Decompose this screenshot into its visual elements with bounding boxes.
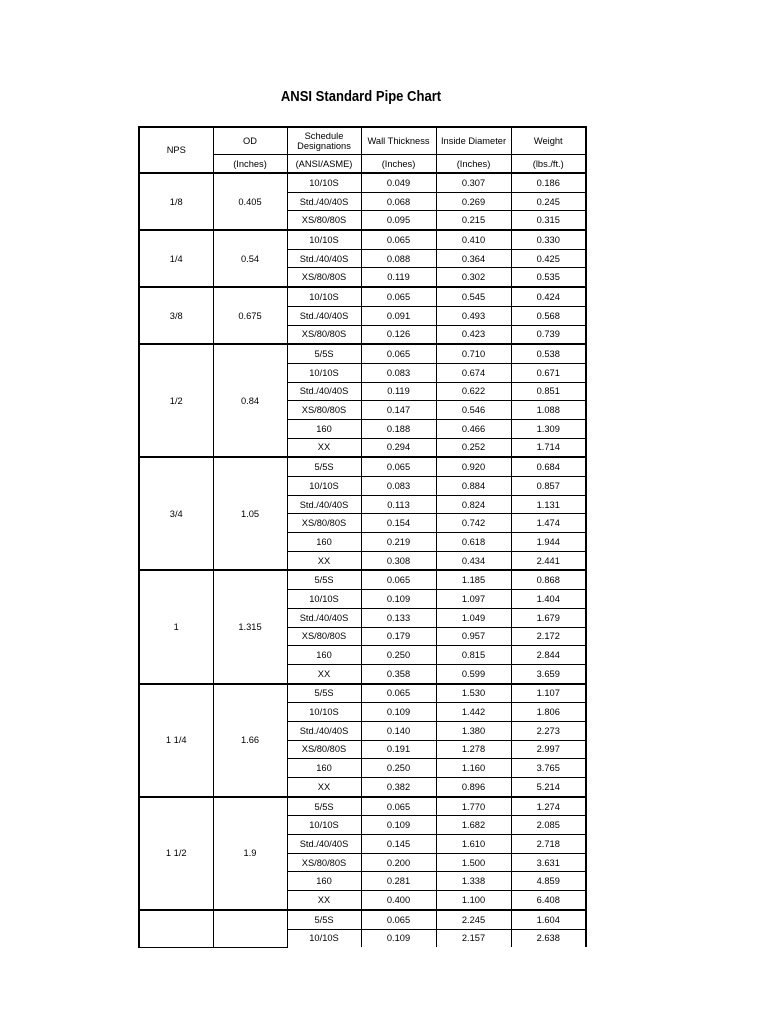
schedule-cell: 10/10S: [287, 816, 361, 835]
inside-diameter-cell: 0.545: [436, 287, 511, 306]
weight-cell: 1.274: [511, 797, 586, 816]
wall-thickness-header: Wall Thickness: [361, 127, 436, 155]
table-row: [139, 570, 586, 589]
schedule-cell: Std./40/40S: [287, 721, 361, 740]
nps-header: NPS: [139, 127, 213, 173]
wall-thickness-cell: 0.358: [361, 664, 436, 683]
schedule-header: Schedule Designations: [287, 127, 361, 155]
table-row: [139, 173, 586, 192]
weight-cell: 1.714: [511, 438, 586, 457]
schedule-cell: XS/80/80S: [287, 740, 361, 759]
weight-cell: 0.857: [511, 477, 586, 496]
weight-cell: 0.868: [511, 570, 586, 589]
schedule-cell: XS/80/80S: [287, 325, 361, 344]
wall-thickness-cell: 0.382: [361, 778, 436, 797]
inside-diameter-unit: (Inches): [436, 155, 511, 174]
inside-diameter-cell: 0.618: [436, 533, 511, 552]
od-cell: 1.05: [213, 457, 287, 570]
inside-diameter-cell: 0.599: [436, 664, 511, 683]
schedule-cell: Std./40/40S: [287, 835, 361, 854]
pipe-chart-table: [138, 126, 587, 948]
weight-cell: 1.944: [511, 533, 586, 552]
inside-diameter-cell: 1.682: [436, 816, 511, 835]
wall-thickness-cell: 0.065: [361, 570, 436, 589]
weight-cell: 2.441: [511, 551, 586, 570]
weight-cell: 0.568: [511, 306, 586, 325]
od-header: OD: [213, 127, 287, 155]
inside-diameter-cell: 0.896: [436, 778, 511, 797]
schedule-cell: 10/10S: [287, 929, 361, 947]
inside-diameter-cell: 1.278: [436, 740, 511, 759]
schedule-cell: 5/5S: [287, 910, 361, 929]
wall-thickness-cell: 0.113: [361, 495, 436, 514]
schedule-cell: Std./40/40S: [287, 249, 361, 268]
wall-thickness-cell: 0.119: [361, 268, 436, 287]
inside-diameter-cell: 0.824: [436, 495, 511, 514]
schedule-cell: XX: [287, 891, 361, 910]
wall-thickness-cell: 0.065: [361, 230, 436, 249]
wall-thickness-cell: 0.140: [361, 721, 436, 740]
inside-diameter-cell: 1.500: [436, 853, 511, 872]
weight-cell: 2.172: [511, 627, 586, 646]
inside-diameter-cell: 0.957: [436, 627, 511, 646]
schedule-cell: XS/80/80S: [287, 268, 361, 287]
weight-cell: 4.859: [511, 872, 586, 891]
weight-cell: 0.684: [511, 457, 586, 476]
schedule-cell: 5/5S: [287, 344, 361, 363]
weight-cell: 0.535: [511, 268, 586, 287]
wall-thickness-cell: 0.065: [361, 910, 436, 929]
pipe-table-body: [139, 173, 586, 947]
od-cell: 0.675: [213, 287, 287, 344]
schedule-cell: 10/10S: [287, 287, 361, 306]
inside-diameter-cell: 0.546: [436, 401, 511, 420]
schedule-cell: 160: [287, 872, 361, 891]
wall-thickness-cell: 0.083: [361, 363, 436, 382]
nps-cell: 3/4: [139, 457, 213, 570]
inside-diameter-cell: 0.920: [436, 457, 511, 476]
weight-cell: 2.997: [511, 740, 586, 759]
wall-thickness-cell: 0.088: [361, 249, 436, 268]
wall-thickness-cell: 0.095: [361, 211, 436, 230]
wall-thickness-cell: 0.065: [361, 287, 436, 306]
weight-cell: 0.671: [511, 363, 586, 382]
wall-thickness-cell: 0.119: [361, 382, 436, 401]
schedule-cell: Std./40/40S: [287, 306, 361, 325]
wall-thickness-cell: 0.281: [361, 872, 436, 891]
weight-cell: 1.088: [511, 401, 586, 420]
weight-cell: 0.315: [511, 211, 586, 230]
nps-cell: 1 1/2: [139, 797, 213, 910]
schedule-cell: Std./40/40S: [287, 495, 361, 514]
inside-diameter-cell: 0.884: [436, 477, 511, 496]
inside-diameter-cell: 2.157: [436, 929, 511, 947]
inside-diameter-cell: 0.302: [436, 268, 511, 287]
weight-cell: 5.214: [511, 778, 586, 797]
schedule-cell: XX: [287, 778, 361, 797]
schedule-cell: XX: [287, 438, 361, 457]
wall-thickness-cell: 0.068: [361, 192, 436, 211]
wall-thickness-cell: 0.091: [361, 306, 436, 325]
schedule-cell: Std./40/40S: [287, 192, 361, 211]
wall-thickness-cell: 0.126: [361, 325, 436, 344]
wall-thickness-unit: (Inches): [361, 155, 436, 174]
wall-thickness-cell: 0.219: [361, 533, 436, 552]
table-row: [139, 684, 586, 703]
inside-diameter-cell: 2.245: [436, 910, 511, 929]
wall-thickness-cell: 0.065: [361, 797, 436, 816]
inside-diameter-cell: 0.252: [436, 438, 511, 457]
weight-cell: 2.085: [511, 816, 586, 835]
schedule-cell: 5/5S: [287, 457, 361, 476]
od-cell: 0.405: [213, 173, 287, 230]
wall-thickness-cell: 0.065: [361, 684, 436, 703]
schedule-cell: XS/80/80S: [287, 853, 361, 872]
schedule-cell: 160: [287, 419, 361, 438]
schedule-cell: 5/5S: [287, 797, 361, 816]
nps-cell: 1 1/4: [139, 684, 213, 797]
od-cell: [213, 910, 287, 947]
weight-cell: 1.679: [511, 608, 586, 627]
wall-thickness-cell: 0.109: [361, 816, 436, 835]
schedule-cell: 10/10S: [287, 477, 361, 496]
nps-cell: 1/8: [139, 173, 213, 230]
od-unit: (Inches): [213, 155, 287, 174]
header-row: [139, 127, 586, 155]
weight-cell: 0.186: [511, 173, 586, 192]
table-row: [139, 910, 586, 929]
inside-diameter-cell: 0.434: [436, 551, 511, 570]
inside-diameter-cell: 1.100: [436, 891, 511, 910]
weight-cell: 1.309: [511, 419, 586, 438]
table-row: [139, 344, 586, 363]
weight-cell: 1.404: [511, 590, 586, 609]
weight-cell: 0.739: [511, 325, 586, 344]
od-cell: 0.54: [213, 230, 287, 287]
inside-diameter-cell: 0.622: [436, 382, 511, 401]
wall-thickness-cell: 0.109: [361, 703, 436, 722]
inside-diameter-cell: 1.097: [436, 590, 511, 609]
wall-thickness-cell: 0.109: [361, 590, 436, 609]
inside-diameter-cell: 1.610: [436, 835, 511, 854]
od-cell: 1.9: [213, 797, 287, 910]
schedule-cell: XS/80/80S: [287, 627, 361, 646]
od-cell: 1.66: [213, 684, 287, 797]
schedule-cell: 160: [287, 646, 361, 665]
weight-cell: 0.425: [511, 249, 586, 268]
weight-unit: (lbs./ft.): [511, 155, 586, 174]
weight-cell: 0.538: [511, 344, 586, 363]
inside-diameter-cell: 0.815: [436, 646, 511, 665]
schedule-cell: XX: [287, 551, 361, 570]
schedule-cell: XS/80/80S: [287, 401, 361, 420]
weight-cell: 1.107: [511, 684, 586, 703]
table-row: [139, 457, 586, 476]
schedule-cell: 10/10S: [287, 230, 361, 249]
inside-diameter-cell: 0.493: [436, 306, 511, 325]
weight-cell: 1.604: [511, 910, 586, 929]
schedule-cell: 160: [287, 759, 361, 778]
table-row: [139, 797, 586, 816]
weight-cell: 3.765: [511, 759, 586, 778]
schedule-cell: 5/5S: [287, 570, 361, 589]
wall-thickness-cell: 0.065: [361, 344, 436, 363]
inside-diameter-cell: 0.423: [436, 325, 511, 344]
od-cell: 0.84: [213, 344, 287, 457]
nps-cell: 1/2: [139, 344, 213, 457]
wall-thickness-cell: 0.145: [361, 835, 436, 854]
wall-thickness-cell: 0.250: [361, 646, 436, 665]
weight-cell: 2.273: [511, 721, 586, 740]
inside-diameter-cell: 1.338: [436, 872, 511, 891]
weight-cell: 6.408: [511, 891, 586, 910]
weight-cell: 0.851: [511, 382, 586, 401]
table-row: [139, 287, 586, 306]
inside-diameter-cell: 0.215: [436, 211, 511, 230]
wall-thickness-cell: 0.400: [361, 891, 436, 910]
inside-diameter-cell: 0.410: [436, 230, 511, 249]
inside-diameter-cell: 1.380: [436, 721, 511, 740]
schedule-cell: 10/10S: [287, 173, 361, 192]
inside-diameter-cell: 0.710: [436, 344, 511, 363]
weight-cell: 2.844: [511, 646, 586, 665]
wall-thickness-cell: 0.065: [361, 457, 436, 476]
inside-diameter-cell: 0.269: [436, 192, 511, 211]
wall-thickness-cell: 0.179: [361, 627, 436, 646]
inside-diameter-cell: 1.185: [436, 570, 511, 589]
schedule-cell: Std./40/40S: [287, 608, 361, 627]
nps-cell: [139, 910, 213, 947]
weight-cell: 3.659: [511, 664, 586, 683]
table-row: [139, 230, 586, 249]
inside-diameter-cell: 1.049: [436, 608, 511, 627]
nps-cell: 1: [139, 570, 213, 683]
weight-cell: 3.631: [511, 853, 586, 872]
weight-cell: 0.245: [511, 192, 586, 211]
wall-thickness-cell: 0.109: [361, 929, 436, 947]
wall-thickness-cell: 0.308: [361, 551, 436, 570]
inside-diameter-cell: 0.674: [436, 363, 511, 382]
wall-thickness-cell: 0.188: [361, 419, 436, 438]
wall-thickness-cell: 0.191: [361, 740, 436, 759]
weight-cell: 1.474: [511, 514, 586, 533]
inside-diameter-cell: 0.742: [436, 514, 511, 533]
page-title: ANSI Standard Pipe Chart: [280, 89, 442, 105]
schedule-unit: (ANSI/ASME): [287, 155, 361, 174]
weight-cell: 1.131: [511, 495, 586, 514]
schedule-cell: 10/10S: [287, 590, 361, 609]
schedule-cell: 160: [287, 533, 361, 552]
schedule-cell: XS/80/80S: [287, 211, 361, 230]
wall-thickness-cell: 0.083: [361, 477, 436, 496]
nps-cell: 3/8: [139, 287, 213, 344]
inside-diameter-cell: 1.160: [436, 759, 511, 778]
weight-header: Weight: [511, 127, 586, 155]
wall-thickness-cell: 0.294: [361, 438, 436, 457]
weight-cell: 0.330: [511, 230, 586, 249]
inside-diameter-cell: 0.307: [436, 173, 511, 192]
weight-cell: 0.424: [511, 287, 586, 306]
schedule-cell: 10/10S: [287, 703, 361, 722]
wall-thickness-cell: 0.147: [361, 401, 436, 420]
schedule-cell: Std./40/40S: [287, 382, 361, 401]
nps-cell: 1/4: [139, 230, 213, 287]
inside-diameter-cell: 1.442: [436, 703, 511, 722]
schedule-cell: XX: [287, 664, 361, 683]
inside-diameter-cell: 1.770: [436, 797, 511, 816]
wall-thickness-cell: 0.250: [361, 759, 436, 778]
weight-cell: 1.806: [511, 703, 586, 722]
wall-thickness-cell: 0.133: [361, 608, 436, 627]
schedule-cell: XS/80/80S: [287, 514, 361, 533]
inside-diameter-cell: 0.466: [436, 419, 511, 438]
inside-diameter-cell: 0.364: [436, 249, 511, 268]
weight-cell: 2.718: [511, 835, 586, 854]
schedule-cell: 10/10S: [287, 363, 361, 382]
wall-thickness-cell: 0.049: [361, 173, 436, 192]
schedule-cell: 5/5S: [287, 684, 361, 703]
inside-diameter-header: Inside Diameter: [436, 127, 511, 155]
od-cell: 1.315: [213, 570, 287, 683]
wall-thickness-cell: 0.200: [361, 853, 436, 872]
inside-diameter-cell: 1.530: [436, 684, 511, 703]
weight-cell: 2.638: [511, 929, 586, 947]
wall-thickness-cell: 0.154: [361, 514, 436, 533]
